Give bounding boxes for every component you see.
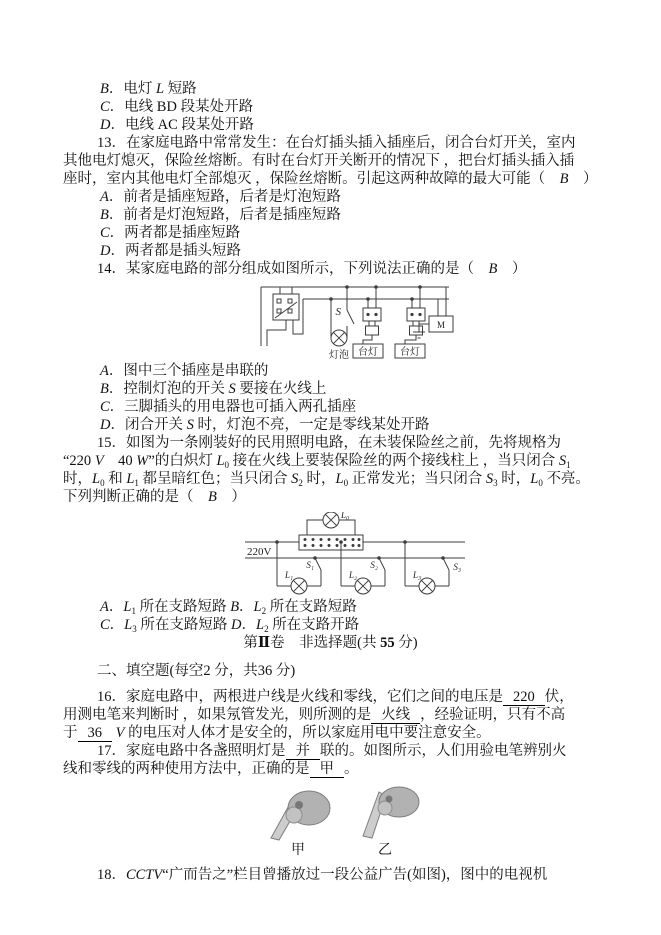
q18-stem: 18．CCTV“广而告之”栏目曾播放过一段公益广告(如图)，图中的电视机 [97, 867, 548, 883]
q15-stem-line-3: 时，$L_0$ 和 $L_1$ 都呈暗红色；当只闭合 $S_2$ 时，$L_0$ 正常发光；当只闭合 $S_3$ 时，$L_0$ 不亮。 [63, 471, 590, 488]
switch-1-label: S₁ [306, 560, 314, 570]
test-pen-photo-jia [263, 784, 333, 842]
q17-photo-figure [263, 784, 621, 860]
grounded-appliance-symbol [413, 287, 453, 338]
photo-label-jia: 甲 [291, 843, 305, 858]
lamp-1-label: L₁ [285, 570, 294, 580]
lamp-3-label: L₃ [413, 570, 422, 580]
appliance-label: M [436, 320, 446, 330]
q17-line-2: 线和零线的两种使用方法中，正确的是 甲 。 [63, 761, 359, 777]
q15-stem-line-4: 下列判断正确的是（ B ） [63, 489, 246, 505]
desk-lamp-2-label: 台灯 [400, 347, 420, 358]
q12-option-d: D．电线 AC 段某处开路 [100, 117, 254, 133]
socket-2-symbol [395, 285, 425, 358]
q13-option-b: B．前者是灯泡短路，后者是插座短路 [100, 207, 341, 223]
q15-options-cd: C．$L_3$ 所在支路短路 D．$L_2$ 所在支路开路 [100, 617, 360, 634]
q15-stem-line-1: 15．如图为一条刚装好的民用照明电路，在未装保险丝之前，先将规格为 [97, 435, 561, 451]
switch-label: S [335, 306, 341, 318]
q15-options-ab: A．$L_1$ 所在支路短路 B．$L_2$ 所在支路短路 [100, 599, 357, 616]
q14-option-b: B．控制灯泡的开关 S 要接在火线上 [100, 381, 327, 397]
q14-option-a: A．图中三个插座是串联的 [100, 363, 269, 379]
branch-3-symbol [403, 540, 461, 594]
fuse-block-symbol [299, 535, 363, 550]
desk-lamp-1-label: 台灯 [358, 347, 378, 358]
socket-1-symbol [353, 285, 383, 358]
q12-option-c: C．电线 BD 段某处开路 [100, 99, 254, 115]
q13-option-d: D．两者都是插头短路 [100, 243, 241, 259]
section-2-header: 第Ⅱ卷 非选择题(共 55 分) [243, 635, 418, 651]
q15-circuit-svg [243, 512, 468, 596]
photo-method-yi [347, 784, 423, 860]
switch-2-label: S₂ [370, 560, 378, 570]
q13-stem-line-3: 座时，室内其他电灯全部熄灭 ，保险丝熔断。引起这两种故障的最大可能（ B ） [63, 171, 598, 187]
q13-option-a: A．前者是插座短路，后者是灯泡短路 [100, 189, 341, 205]
q16-line-1: 16．家庭电路中，两根进户线是火线和零线，它们之间的电压是 220 伏， [97, 689, 574, 705]
q14-option-d: D．闭合开关 S 时，灯泡不亮，一定是零线某处开路 [100, 417, 430, 433]
q14-circuit-figure [253, 282, 621, 360]
q13-stem-line-2: 其他电灯熄灭，保险丝熔断。有时在台灯开关断开的情况下 ，把台灯插头插入插 [63, 153, 575, 169]
q12-option-b: B．电灯 L 短路 [100, 81, 197, 97]
q14-stem: 14．某家庭电路的部分组成如图所示，下列说法正确的是（ B ） [97, 261, 527, 277]
q16-line-3: 于 36 V 的电压对人体才是安全的，所以家庭用电中要注意安全。 [63, 725, 491, 741]
q16-line-2: 用测电笔来判断时 ，如果氖管发光，则所测的是 火线 ，经验证明，只有不高 [63, 707, 566, 723]
voltage-label: 220V [247, 546, 272, 558]
q13-option-c: C．两者都是插座短路 [100, 225, 241, 241]
photo-label-yi: 乙 [378, 843, 392, 858]
q13-stem-line-1: 13．在家庭电路中常常发生：在台灯插头插入插座后，闭合台灯开关，室内 [97, 135, 576, 151]
switch-3-label: S₃ [453, 562, 461, 572]
q14-circuit-svg [253, 282, 458, 360]
test-bulb-symbol [307, 512, 355, 535]
q15-stem-line-2: “220 V 40 W”的白炽灯 $L_0$ 接在火线上要装保险丝的两个接线柱上 ，当只闭合 $S_1$ [63, 453, 571, 470]
test-pen-photo-yi [347, 784, 423, 842]
photo-method-jia [263, 784, 333, 860]
q14-option-c: C．三脚插头的用电器也可插入两孔插座 [100, 399, 357, 415]
lamp-2-label: L₂ [349, 570, 358, 580]
fill-in-section-header: 二、填空题(每空2 分，共36 分) [97, 663, 296, 679]
q15-circuit-figure [243, 512, 621, 596]
meter-symbol [267, 287, 303, 346]
q17-line-1: 17．家庭电路中各盏照明灯是 并 联的。如图所示，人们用验电笔辨别火 [97, 743, 567, 759]
test-bulb-label: L₀ [341, 512, 350, 520]
bulb-label: 灯泡 [329, 350, 349, 360]
